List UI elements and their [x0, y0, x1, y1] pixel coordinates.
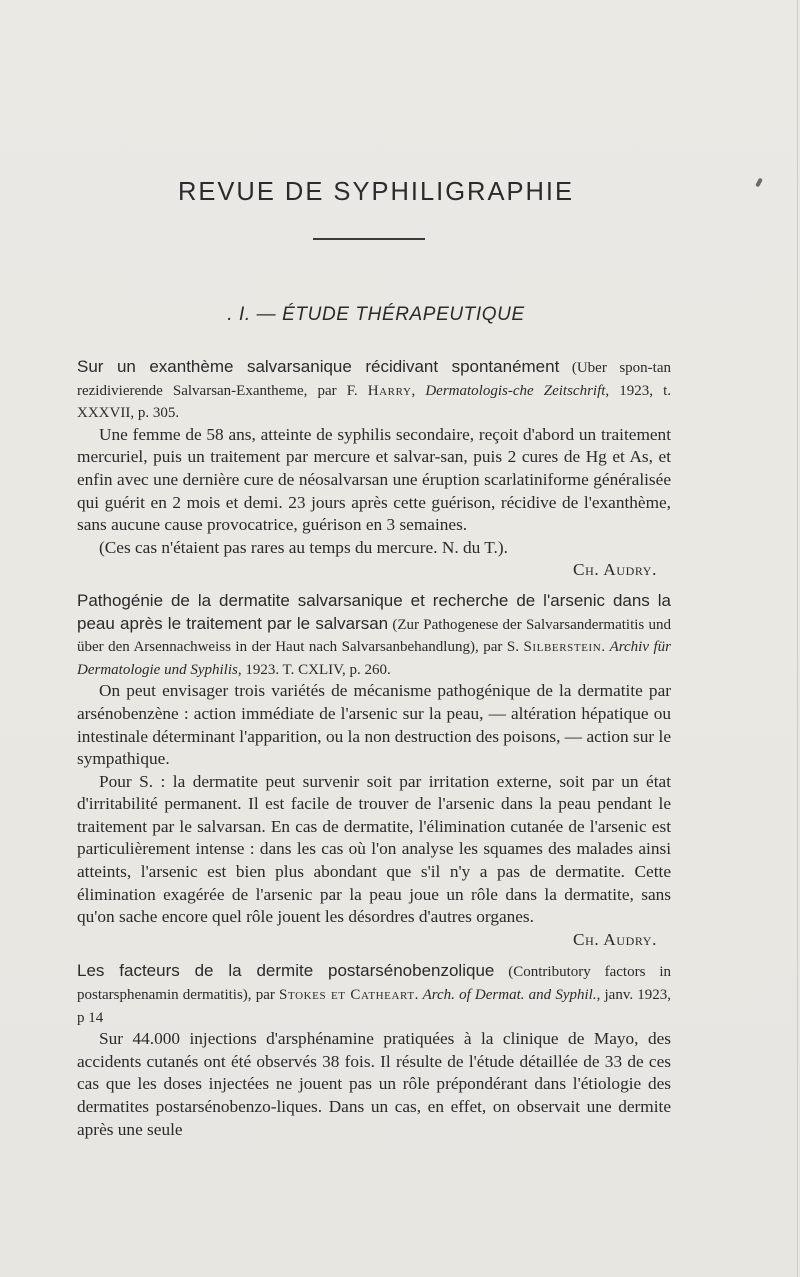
entry-reference-sep: , — [411, 382, 426, 399]
entry-reference: (Zur Pathogenese der Salvarsandermatitis und über den Arsennachweiss in der Haut nach Salvarsanbehandlung), par S. — [77, 616, 672, 656]
entry-journal: Archiv für Dermatologie und Syphilis — [77, 639, 671, 678]
signature: Ch. Audry. — [572, 929, 657, 949]
running-title: REVUE DE SYPHILIGRAPHIE — [177, 178, 574, 206]
entry-citation: , janv. 1923, p 14 — [77, 987, 672, 1026]
entry-reference-sep: . — [601, 639, 610, 656]
page-edge — [797, 0, 798, 1277]
entry-reference-sep: . — [414, 987, 423, 1004]
article-body — [77, 356, 671, 1141]
entry-author: Silberstein — [523, 639, 602, 656]
entry-citation: , 1923, t. XXXVII, p. 305. — [77, 382, 672, 422]
entry-journal: Arch. of Dermat. and Syphil. — [422, 987, 597, 1004]
entry-author: Stokes et Catheart — [279, 987, 415, 1004]
entry-journal: Dermatologis-che Zeitschrift — [425, 382, 606, 399]
entry-2 — [77, 590, 671, 952]
entry-title: Sur un exanthème salvarsanique récidivant spontanément — [77, 357, 560, 376]
entry-heading — [77, 960, 671, 1028]
title-rule — [313, 238, 425, 240]
entry-title: Pathogénie de la dermatite salvarsanique et recherche de l'arsenic dans la peau après le traitement par le salvarsan — [77, 590, 671, 633]
entry-citation: , 1923. T. CXLIV, p. 260. — [237, 661, 391, 678]
paragraph: Sur 44.000 injections d'arsphénamine pratiquées à la clinique de Mayo, des accidents cutanés ont été observés 38 fois. Il résulte de l'étude détaillée de 33 de ces cas que les doses injectées ne jouent pas un rôle prépondérant dans l'étiologie des dermatites postarsénobenzo-liques. Dans un cas, en effet, on observait une dermite après une seule — [77, 1029, 671, 1139]
entry-3 — [77, 960, 671, 1141]
signature: Ch. Audry. — [572, 560, 657, 580]
entry-heading — [77, 590, 671, 680]
entry-reference: (Uber spon-tan rezidivierende Salvarsan-Exantheme, par F. — [77, 360, 671, 399]
entry-reference: (Contributory factors in postarsphenamin dermatitis), par — [77, 964, 671, 1004]
paragraph: Une femme de 58 ans, atteinte de syphilis secondaire, reçoit d'abord un traitement mercuriel, puis un traitement par mercure et salvar-san, puis 2 cures de Hg et As, et enfin avec une dernière cure de néosalvarsan une éruption scarlatiniforme généralisée qui guérit en 2 mois et demi. 23 jours après cette guérison, récidive de l'exanthème, sans aucune cause provocatrice, guérison en 3 semaines. — [77, 424, 671, 535]
entry-heading — [77, 356, 671, 424]
section-title: . I. — ÉTUDE THÉRAPEUTIQUE — [227, 304, 525, 325]
paragraph: Pour S. : la dermatite peut survenir soit par irritation externe, soit par un état d'irritabilité permanent. Il est facile de trouver de l'arsenic dans la peau pendant le traitement par le salvarsan. En cas de dermatite, l'élimination cutanée de l'arsenic est particulièrement intense : dans les cas où l'on analyse les squames des malades ainsi atteints, l'arsenic est bien plus abondant que s'il n'y a pas de dermatite. Cette élimination exagérée de l'arsenic par la peau joue un rôle dans la dermatite, sans qu'on sache encore quel rôle jouent les désordres d'autres organes. — [77, 771, 671, 927]
entry-author: Harry — [367, 382, 412, 399]
paragraph: On peut envisager trois variétés de mécanisme pathogénique de la dermatite par arsénobenzène : action immédiate de l'arsenic sur la peau, — altération hépatique ou intestinale déterminant l'apparition, ou la non destruction des poisons, — action sur le sympathique. — [77, 681, 671, 769]
entry-1 — [77, 356, 671, 582]
paragraph: (Ces cas n'étaient pas rares au temps du mercure. N. du T.). — [99, 537, 508, 557]
entry-title: Les facteurs de la dermite postarsénobenzolique — [77, 961, 495, 981]
